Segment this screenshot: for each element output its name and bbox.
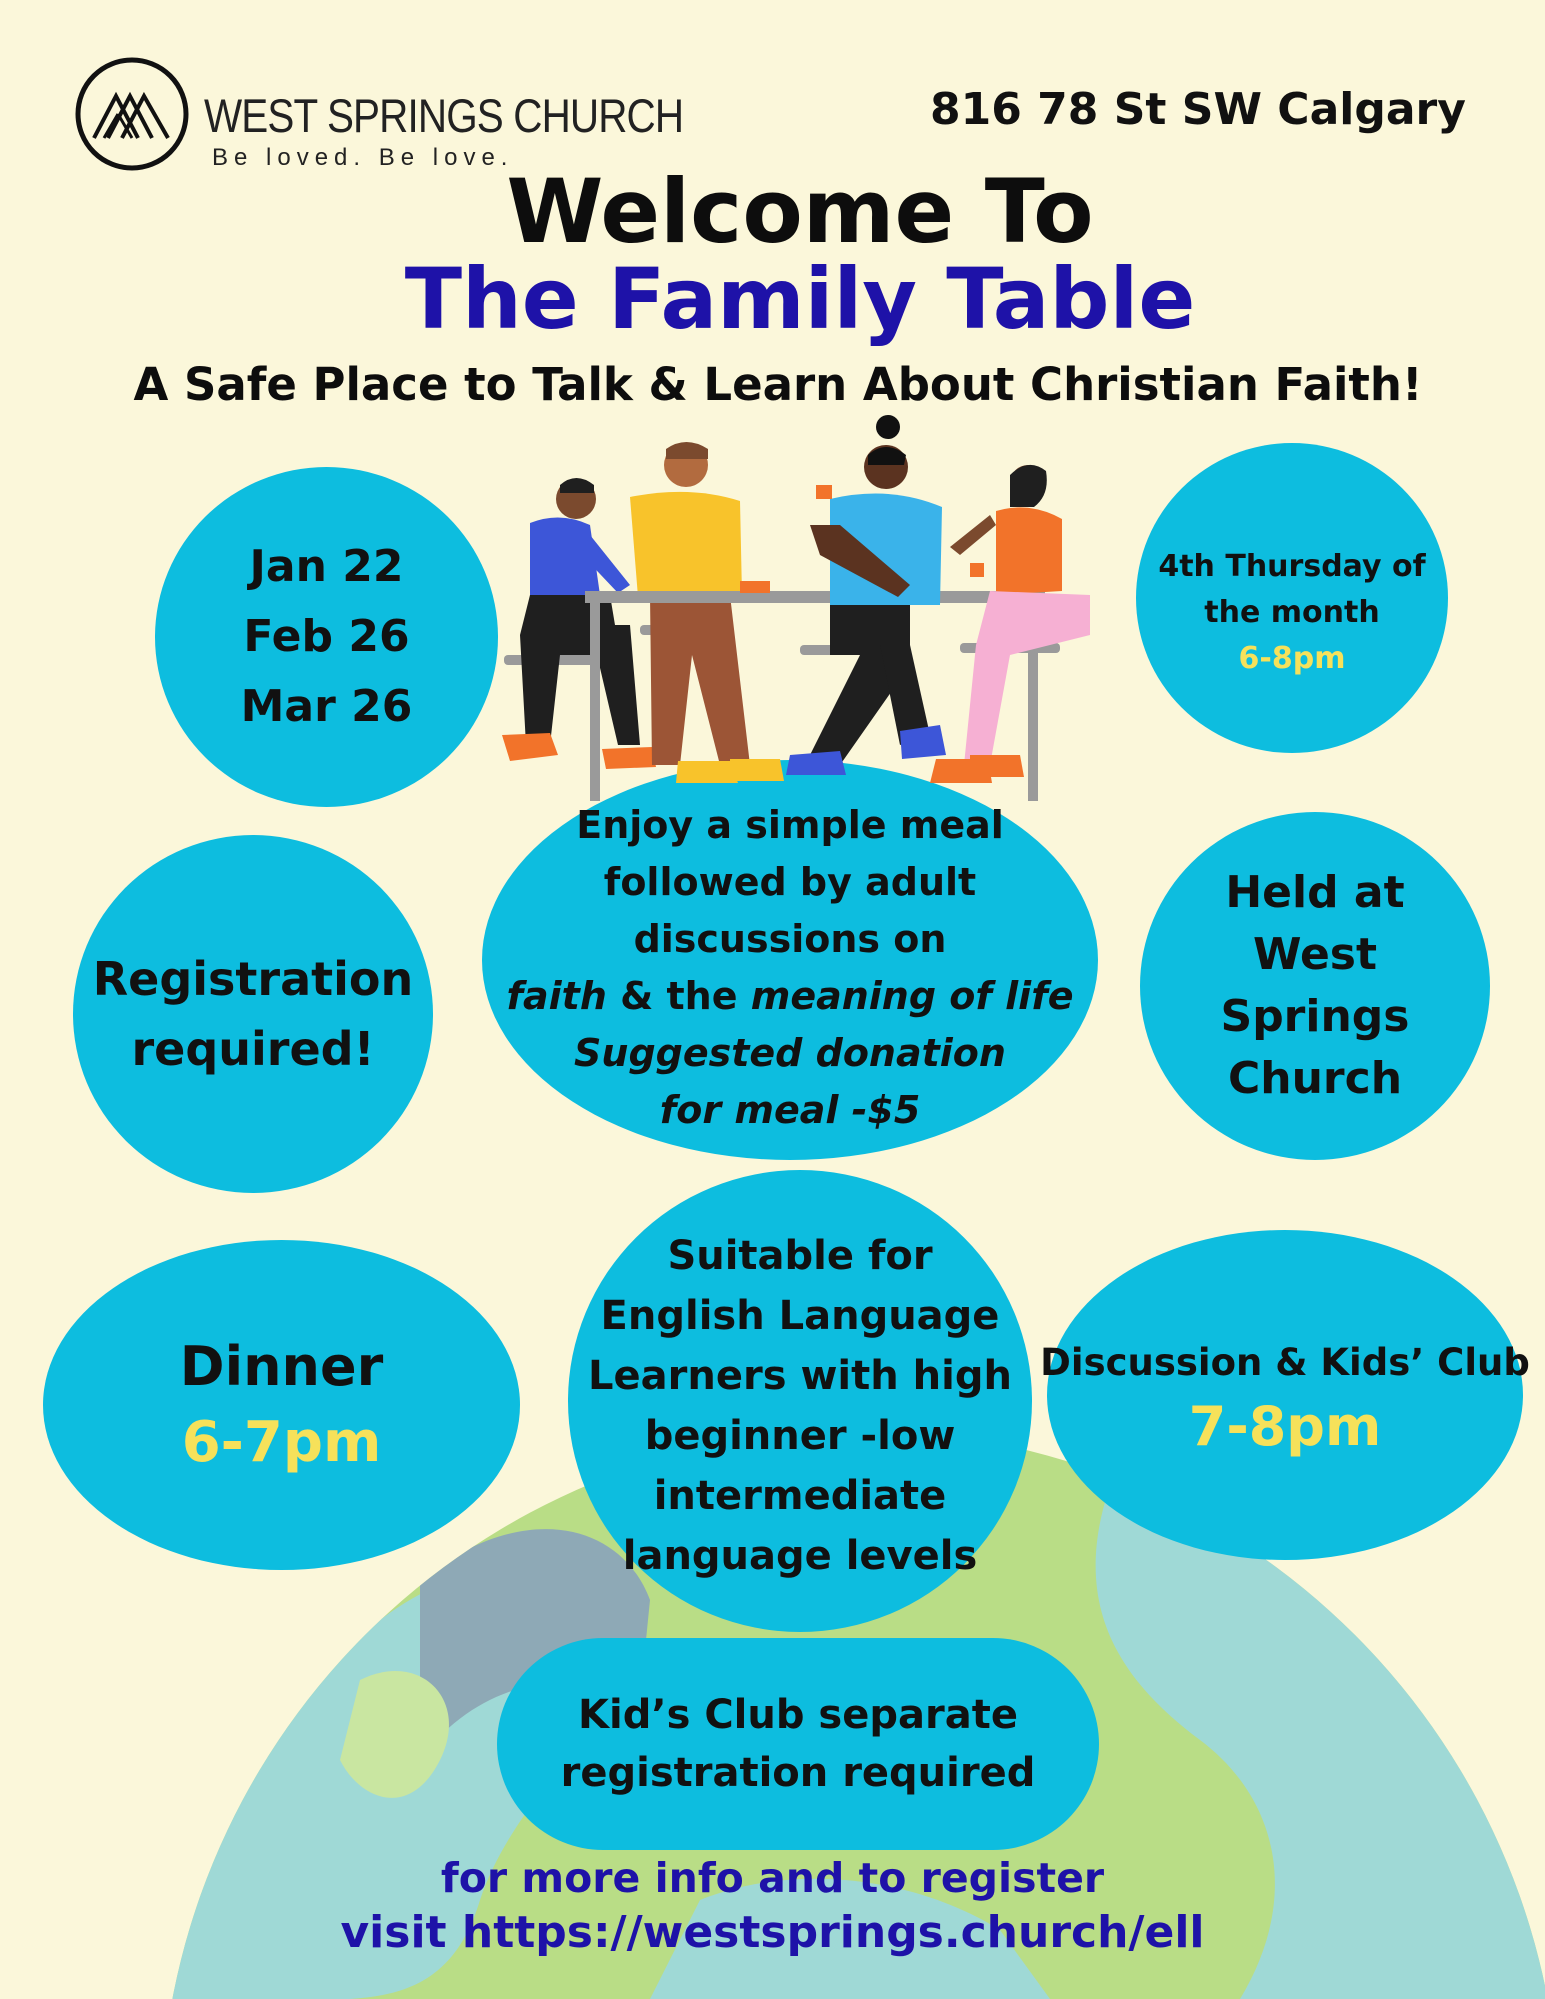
meal-bubble	[482, 760, 1098, 1160]
suitability-line: intermediate	[653, 1473, 947, 1519]
date-item: Feb 26	[243, 611, 410, 662]
suitability-line: Suitable for	[667, 1233, 933, 1279]
title-family-table: The Family Table	[404, 250, 1196, 348]
schedule-line: the month	[1204, 595, 1380, 630]
church-tagline: Be loved. Be love.	[212, 144, 514, 171]
topic-joiner: & the	[606, 974, 751, 1018]
suitability-line: beginner -low	[644, 1413, 956, 1459]
dinner-time: 6-7pm	[181, 1410, 382, 1475]
location-line: Church	[1227, 1053, 1403, 1104]
discussion-time: 7-8pm	[1188, 1395, 1382, 1458]
address: 816 78 St SW Calgary	[930, 84, 1466, 135]
registration-line: Registration	[92, 952, 414, 1006]
donation-amount: for meal -$5	[659, 1088, 921, 1132]
location-line: Held at	[1225, 867, 1405, 918]
suitability-line: English Language	[600, 1293, 1000, 1339]
suitability-line: language levels	[622, 1533, 978, 1579]
schedule-time: 6-8pm	[1238, 641, 1346, 676]
kids-club-bubble	[497, 1638, 1099, 1850]
location-line: Springs	[1220, 991, 1410, 1042]
schedule-line: 4th Thursday of	[1158, 549, 1426, 584]
donation-line: Suggested donation	[574, 1031, 1006, 1075]
info-text: for more info and to register	[440, 1854, 1105, 1902]
registration-bubble	[73, 835, 433, 1193]
dinner-bubble	[43, 1240, 520, 1570]
location-line: West	[1252, 929, 1378, 980]
topic-faith: faith	[506, 974, 607, 1018]
suitability-line: Learners with high	[588, 1353, 1012, 1399]
schedule-bubble	[1136, 443, 1448, 753]
meal-line: Enjoy a simple meal	[576, 803, 1004, 847]
subtitle: A Safe Place to Talk & Learn About Christian Faith!	[133, 358, 1423, 411]
registration-line: required!	[131, 1022, 375, 1076]
topic-meaning: meaning of life	[750, 974, 1074, 1018]
date-item: Mar 26	[240, 681, 413, 732]
family-table-illustration	[490, 415, 1110, 815]
discussion-bubble	[1040, 1230, 1530, 1560]
title-welcome: Welcome To	[506, 160, 1094, 263]
location-bubble	[1140, 812, 1490, 1160]
meal-topics	[506, 968, 1073, 1025]
kids-club-line: Kid’s Club separate	[578, 1692, 1018, 1738]
meal-line: discussions on	[633, 917, 947, 961]
date-item: Jan 22	[249, 541, 404, 592]
dinner-label: Dinner	[179, 1335, 384, 1398]
kids-club-line: registration required	[560, 1750, 1036, 1796]
mountain-logo-icon	[74, 56, 190, 172]
meal-line: followed by adult	[603, 860, 977, 904]
info-url: visit https://westsprings.church/ell	[340, 1907, 1205, 1958]
suitability-bubble	[568, 1170, 1032, 1632]
discussion-label: Discussion & Kids’ Club	[1040, 1341, 1530, 1384]
dates-bubble	[155, 467, 498, 807]
church-name: WEST SPRINGS CHURCH	[204, 89, 684, 142]
